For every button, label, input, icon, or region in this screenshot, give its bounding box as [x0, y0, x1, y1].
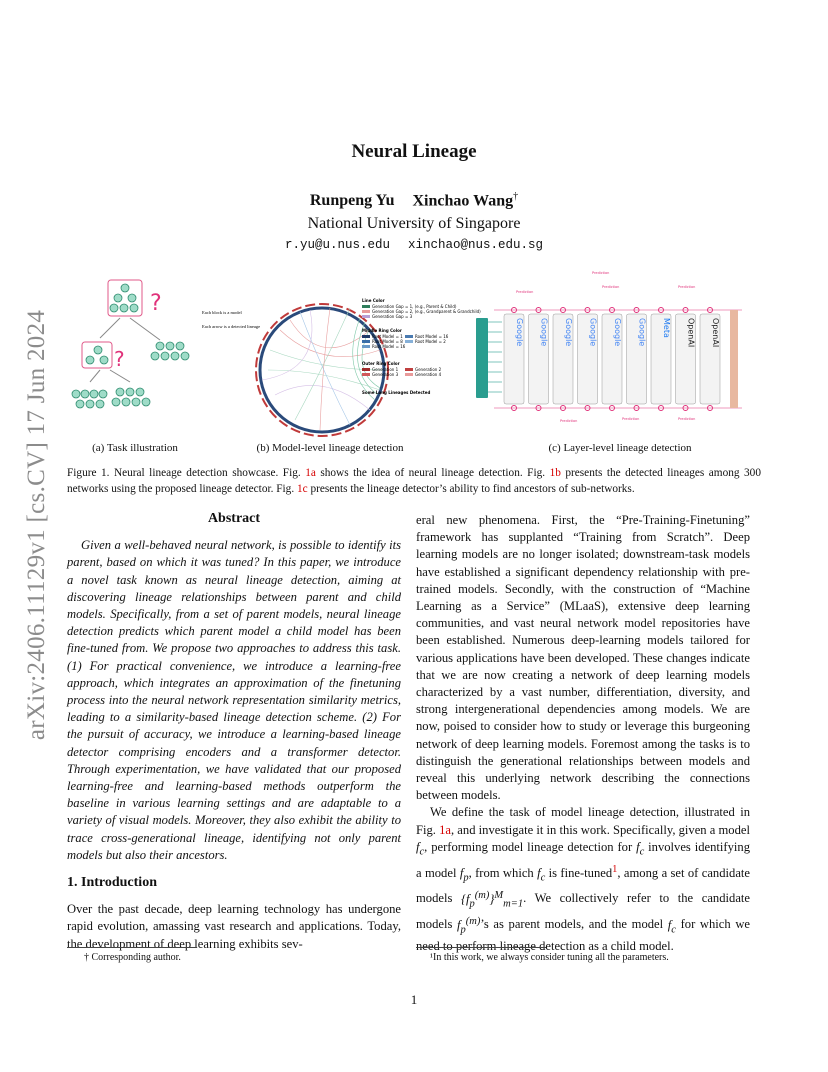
arxiv-stamp: arXiv:2406.11129v1 [cs.CV] 17 Jun 2024 [23, 309, 51, 741]
legend-long: Some Long Lineages Detected [362, 390, 431, 395]
legend-gen2: Generation Gap = 2, (e.g., Grandparent & Grandchild) [372, 309, 481, 314]
email-2[interactable]: xinchao@nus.edu.sg [408, 238, 544, 252]
footnote-mark[interactable]: 1 [612, 863, 618, 875]
author-2: Xinchao Wang [412, 192, 514, 210]
legend-middle-ring: Middle Ring Color [362, 328, 402, 333]
author-1: Runpeng Yu [309, 192, 395, 210]
legend-line-color: Line Color [362, 298, 385, 303]
figure-c-layers [472, 270, 762, 440]
svg-text:?: ? [150, 291, 162, 316]
brand-label: Google [564, 318, 573, 347]
author-line [0, 191, 828, 210]
pred-6: Prediction [622, 417, 640, 421]
footnote-left: † Corresponding author. [84, 952, 181, 963]
pred-7: Prediction [678, 417, 696, 421]
footnote-rule-left [67, 947, 197, 948]
legend-gen3: Generation Gap = 3 [372, 314, 413, 319]
affiliation: National University of Singapore [307, 215, 521, 232]
intro-right-para2: We define the task of model lineage detection, illustrated in Fig. 1a, and investigate it in this work. Specifically, given a model $f_c$, performing model lineage detection for $f_c$ involves identifying a model $f_p$, from which $f_c$ is fine-tuned$^1$, among a set of candidate models $\{f_p^{(m)}\}^M_{m=1}$. We collectively refer to the candidate models $f_p^{(m)}’s$ as parent models, and the model $f_c$ for which we need to perform lineage detection as a child model. [416, 805, 750, 954]
label-each-block: Each block is a model [202, 310, 242, 315]
brand-label: Google [539, 318, 549, 347]
legend-g2: Generation 2 [415, 367, 442, 372]
brand-label: Google [515, 318, 524, 347]
page-number: 1 [410, 992, 418, 1007]
brand-label: Google [588, 318, 598, 347]
figure-b-chord [200, 270, 481, 435]
legend-root4: Root Model = 16 [415, 334, 449, 339]
right-column [416, 512, 750, 956]
subcaption-b: (b) Model-level lineage detection [256, 442, 404, 454]
brand-label: Google [613, 318, 622, 347]
pred-1: Prediction [516, 290, 534, 294]
left-column [67, 510, 401, 953]
abstract-heading: Abstract [207, 511, 261, 526]
intro-left-text: Over the past decade, deep learning technology has undergone rapid evolution, amassing vast research and applications. Today, the development of deep learning exhibits sev- [67, 902, 401, 951]
fig-ref-1b[interactable]: 1b [549, 467, 561, 479]
brand-label: OpenAI [711, 318, 720, 348]
intro-heading: 1. Introduction [67, 875, 157, 891]
legend-root3: Root Model = 16 [372, 344, 406, 349]
figure-caption: Figure 1. Neural lineage detection showcase. Fig. 1a shows the idea of neural lineage detection. Fig. 1b presents the detected lineages among 300 networks using the proposed lineage detector. Fig. 1c presents the lineage detector’s ability to find ancestors of sub-networks. [67, 467, 761, 495]
figure-a-illustration [70, 270, 200, 420]
intro-right-para1: eral new phenomena. First, the “Pre-Training-Finetuning” framework has supplanted “Training from Scratch”. Deep learning models are no longer isolated; downstream-task models have established a significant dependency relationship with pre-trained models. Secondly, with the construction of “Machine Learning as a Service” (MLaaS), extensive deep learning communities, and vast neural network model repositories have been established. Numerous deep-learning models tailored for various applications have been developed. These changes indicate that we are now creating a network of deep learning models characterized by a vast number, differentiation, diversity, and strong intergenerational dependencies among models. We are now, poised to consider how to study or leverage this burgeoning network of deep learning models. Foremost among the tasks is to distinguish the generational relationships between models and reveal this underlying network describing the connections between models. [416, 513, 750, 803]
footnote-rule-right [416, 947, 546, 948]
pred-4: Prediction [678, 285, 696, 289]
subcaption-c: (c) Layer-level lineage detection [548, 442, 692, 454]
email-1[interactable]: r.yu@u.nus.edu [284, 238, 390, 252]
paper-title: Neural Lineage [351, 141, 477, 162]
subcaption-a: (a) Task illustration [92, 442, 178, 454]
brand-label: Google [637, 318, 647, 347]
fig-ref-1a[interactable]: 1a [305, 467, 316, 479]
dagger-mark: † [513, 191, 519, 202]
abstract-body: Given a well-behaved neural network, is possible to identify its parent, based on which it was tuned? In this paper, we introduce a novel task known as neural lineage detection, aiming at discovering lineage relationships between parent and child models. Specifically, from a set of parent models, neural lineage detection predicts which parent model a child model has been fine-tuned from. We propose two approaches to address this task. (1) For practical convenience, we introduce a learning-free approach, which integrates an approximation of the finetuning process into the neural network representation similarity metrics, leading to a similarity-based lineage detection scheme. (2) For the pursuit of accuracy, we introduce a learning-based lineage detector comprising encoders and a transformer detector. Through experimentation, we have validated that our proposed learning-free and learning-based methods outperform the baseline in various learning settings and are adaptable to a variety of visual models. Moreover, they also exhibit the ability to trace cross-generational lineage, identifying not only parent models but also their ancestors. [67, 538, 401, 862]
legend-g4: Generation 4 [415, 372, 442, 377]
svg-text:?: ? [114, 347, 125, 371]
brand-label: OpenAI [686, 318, 696, 348]
legend-root5: Root Model = 2 [415, 339, 446, 344]
legend-gen1: Generation Gap = 1, (e.g., Parent & Child) [372, 304, 457, 309]
pred-3: Prediction [602, 285, 620, 289]
fig-ref-1c[interactable]: 1c [296, 483, 308, 495]
legend-outer-ring: Outer Ring Color [362, 361, 400, 366]
legend-g1: Generation 1 [372, 367, 399, 372]
pred-2: Prediction [592, 271, 610, 275]
brand-label: Meta [662, 318, 671, 338]
email-line [0, 238, 828, 252]
fig-ref-1a-text[interactable]: 1a [439, 822, 451, 837]
legend-root1: Root Model = 1 [372, 334, 403, 339]
pred-5: Prediction [560, 419, 578, 423]
legend-root2: Root Model = 8 [372, 339, 403, 344]
label-each-arrow: Each arrow is a detected lineage [202, 324, 261, 329]
legend-g3: Generation 3 [372, 372, 399, 377]
footnote-right: ¹In this work, we always consider tuning all the parameters. [430, 952, 669, 963]
